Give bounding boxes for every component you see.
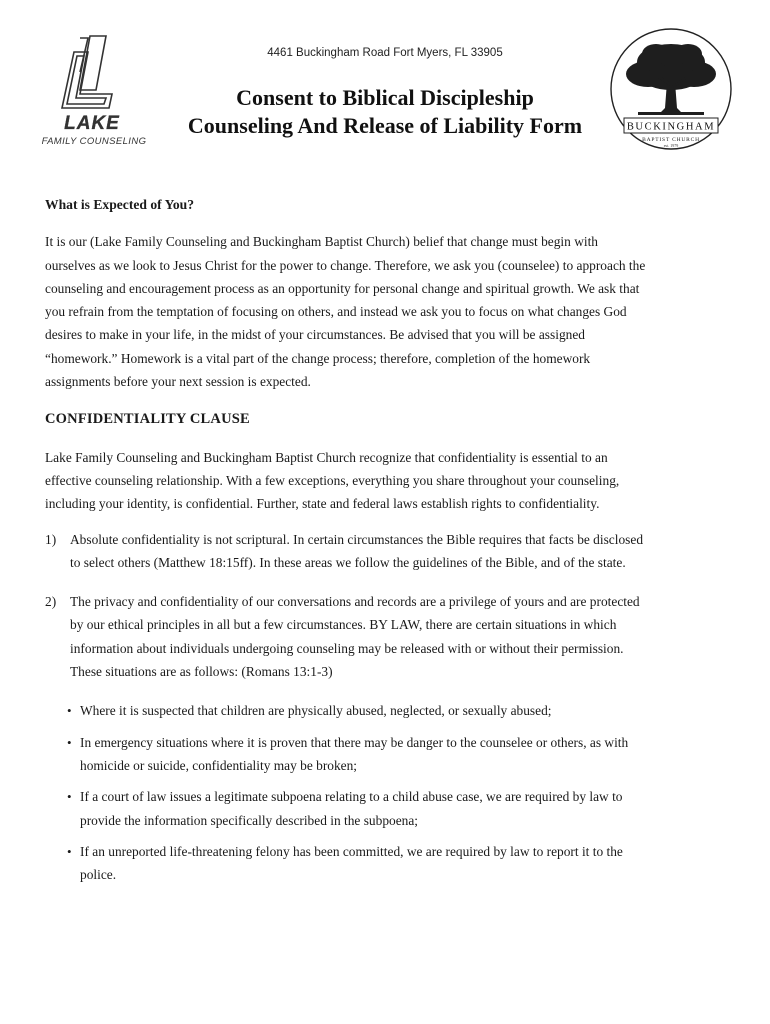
bullet-dot: • — [67, 703, 72, 719]
numbered-item-1-line-2: to select others (Matthew 18:15ff). In these areas we follow the guidelines of the Bible, and of the state. — [70, 554, 626, 570]
numbered-item-2-text — [70, 590, 725, 683]
bullet-dot: • — [67, 734, 72, 750]
expected-line-2: ourselves as we look to Jesus Christ for the power to change. Therefore, we ask you (counselee) to approach the — [45, 257, 646, 273]
bullet-item-2-line-1: In emergency situations where it is proven that there may be danger to the counselee or others, as with — [80, 734, 629, 750]
expected-paragraph — [45, 230, 725, 393]
section-heading-expected: What is Expected of You? — [45, 197, 195, 212]
numbered-item-1-text — [70, 528, 725, 575]
bullet-item-3-line-1: If a court of law issues a legitimate subpoena relating to a child abuse case, we are required by law to — [80, 789, 623, 805]
expected-line-1: It is our (Lake Family Counseling and Buckingham Baptist Church) belief that change must begin with — [45, 234, 599, 250]
bullet-item-2 — [67, 731, 725, 778]
bullet-item-4-line-1: If an unreported life-threatening felony has been committed, we are required by law to report it to the — [80, 843, 623, 859]
form-title-line-1: Consent to Biblical Discipleship — [236, 85, 534, 110]
church-address: 4461 Buckingham Road Fort Myers, FL 33905 — [267, 47, 503, 59]
buckingham-logo-est: est. 1979 — [663, 143, 679, 148]
numbered-item-2-line-2: by our ethical principles in all but a few circumstances. BY LAW, there are certain situations in which — [70, 617, 617, 633]
numbered-item-1 — [45, 528, 725, 575]
form-title — [160, 84, 610, 140]
bullet-item-3-line-2: provide the information specifically described in the subpoena; — [80, 812, 419, 828]
bullet-item-3-text — [80, 785, 725, 832]
bullet-item-3 — [67, 785, 725, 832]
buckingham-baptist-church-logo — [608, 26, 734, 152]
bullet-item-4 — [67, 840, 725, 887]
bullet-dot: • — [67, 843, 72, 859]
bullet-item-1-text — [80, 699, 725, 722]
bullet-item-2-line-2: homicide or suicide, confidentiality may be broken; — [80, 757, 358, 773]
bullet-dot: • — [67, 789, 72, 805]
confidentiality-line-3: including your identity, is confidential. Further, state and federal laws establish rights to confidentiality. — [45, 496, 600, 512]
expected-line-7: assignments before your next session is expected. — [45, 374, 311, 390]
numbered-item-1-number: 1) — [45, 531, 57, 547]
numbered-item-2-line-4: These situations are as follows: (Romans 13:1-3) — [70, 664, 333, 680]
confidentiality-line-1: Lake Family Counseling and Buckingham Baptist Church recognize that confidentiality is essential to an — [45, 449, 608, 465]
bullet-item-4-line-2: police. — [80, 867, 117, 883]
lake-family-counseling-logo — [40, 32, 152, 148]
expected-line-6: “homework.” Homework is a vital part of the change process; therefore, completion of the homework — [45, 350, 591, 366]
expected-line-4: you refrain from the temptation of focusing on others, and instead we ask you to focus on what changes God — [45, 304, 627, 320]
confidentiality-paragraph — [45, 446, 725, 516]
bullet-item-4-text — [80, 840, 725, 887]
expected-line-5: desires to make in your life, in the midst of your circumstances. Be advised that you will be assigned — [45, 327, 585, 343]
expected-line-3: counseling and encouragement process as an opportunity for personal change and spiritual growth. We ask that — [45, 280, 640, 296]
numbered-item-2-line-1: The privacy and confidentiality of our conversations and records are a privilege of yours and are protected — [70, 594, 640, 610]
form-title-line-2: Counseling And Release of Liability Form — [187, 113, 583, 138]
section-heading-confidentiality: CONFIDENTIALITY CLAUSE — [45, 411, 250, 428]
confidentiality-line-2: effective counseling relationship. With a few exceptions, everything you share throughout your counseling, — [45, 472, 620, 488]
buckingham-logo-tagline: BAPTIST CHURCH — [642, 137, 700, 143]
numbered-item-2 — [45, 590, 725, 683]
bullet-item-2-text — [80, 731, 725, 778]
numbered-item-2-number: 2) — [45, 594, 57, 610]
lake-logo-tagline: FAMILY COUNSELING — [41, 136, 147, 147]
numbered-item-1-line-1: Absolute confidentiality is not scriptural. In certain circumstances the Bible requires that facts be disclosed — [70, 531, 644, 547]
document-body — [45, 193, 725, 886]
lake-logo-name: LAKE — [64, 113, 120, 134]
numbered-item-2-line-3: information about individuals undergoing counseling may be released with or without their permission. — [70, 640, 624, 656]
bullet-item-1-line-1: Where it is suspected that children are physically abused, neglected, or sexually abused; — [80, 703, 552, 719]
bullet-item-1 — [67, 699, 725, 722]
buckingham-logo-name: BUCKINGHAM — [626, 121, 716, 133]
